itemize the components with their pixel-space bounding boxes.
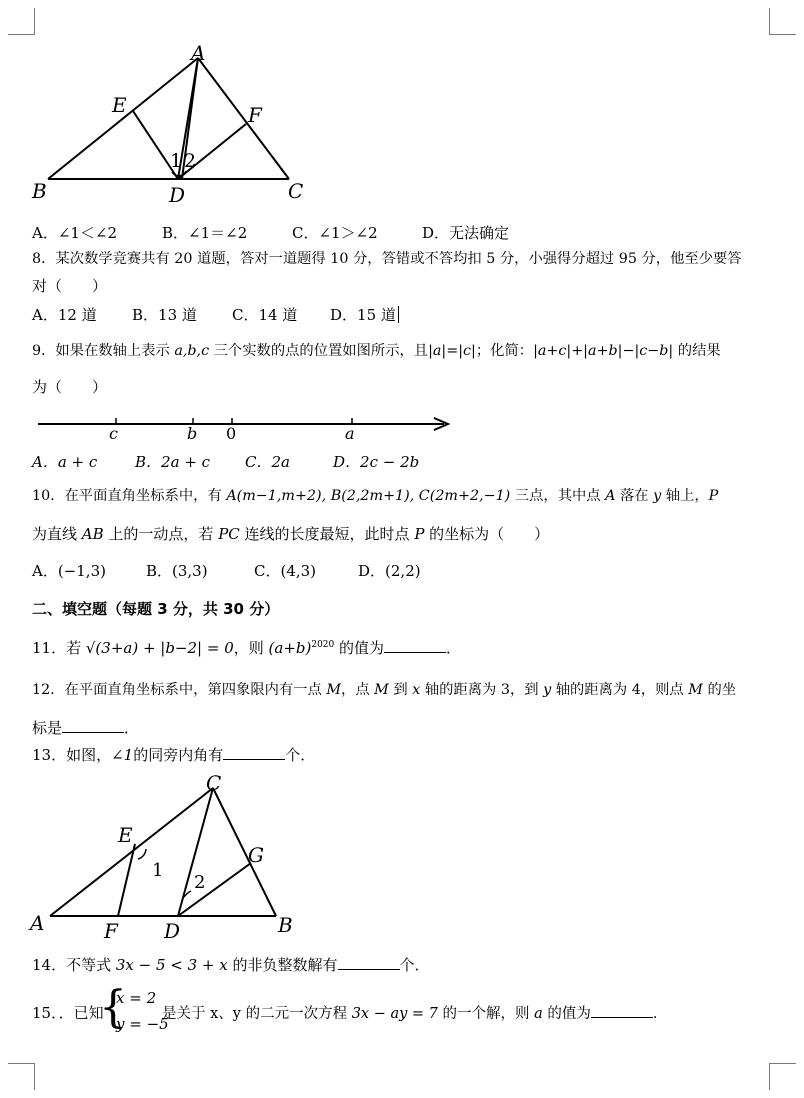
q14-answer-blank[interactable]	[338, 955, 400, 970]
q10-question-line1	[32, 486, 768, 506]
q10-text-h: 的坐标为（ ）	[424, 525, 550, 543]
q12-text-b: ，点	[341, 682, 375, 698]
text-cursor	[398, 306, 399, 323]
q10-text-e: 为直线	[32, 525, 82, 543]
q9-text-a: 9．如果在数轴上表示	[32, 343, 175, 359]
q10-text-a: 10．在平面直角坐标系中，有	[32, 488, 227, 504]
q14-question	[32, 955, 768, 975]
q15-var-a: a	[534, 1006, 543, 1022]
q11-text-a: 11．若	[32, 639, 86, 657]
q12-answer-blank[interactable]	[62, 718, 124, 733]
q8-option-b: B．13 道	[132, 306, 197, 324]
q9-expression: |a+c|+|a+b|−|c−b|	[533, 343, 674, 359]
q8-options	[32, 305, 399, 325]
q9-text-c: ；化简：	[475, 343, 534, 359]
axis-label-b: b	[187, 424, 198, 443]
q8-option-a: A．12 道	[32, 306, 97, 324]
q11-answer-blank[interactable]	[384, 638, 446, 653]
fig13-label-A: A	[30, 911, 45, 935]
q10-option-b: B．(3,3)	[146, 562, 208, 580]
axis-label-zero: 0	[226, 424, 237, 443]
q12-m3: M	[688, 682, 703, 698]
q13-answer-blank[interactable]	[223, 745, 285, 760]
q10-question-line2	[32, 524, 768, 544]
fig13-label-G: G	[248, 843, 264, 867]
q9-option-d: D．2c − 2b	[333, 453, 420, 471]
q10-ab: AB	[81, 525, 104, 543]
q12-text-c: 到	[388, 682, 413, 698]
q15-eq1: x = 2	[116, 989, 157, 1007]
q9-option-a: A．a + c	[32, 453, 98, 471]
q9-option-b: B．2a + c	[135, 453, 211, 471]
fig7-angle-1: 1	[170, 150, 183, 172]
fig7-label-E: E	[112, 93, 127, 117]
q9-condition: |a|=|c|	[428, 343, 476, 359]
q10-text-b: 三点，其中点	[510, 488, 606, 504]
corner-mark-top-left	[8, 8, 35, 35]
q10-y: y	[653, 488, 662, 504]
fig7-label-D: D	[169, 183, 186, 207]
q11-text-b: ，则	[233, 639, 269, 657]
corner-mark-top-right	[769, 8, 796, 35]
q9-text-b: 三个实数的点的位置如图所示，且	[209, 343, 429, 359]
q9-vars: a,b,c	[174, 343, 210, 359]
fig7-angle-2: 2	[184, 150, 197, 172]
q10-point-p: P	[708, 488, 719, 504]
q12-text-e: 轴的距离为 4，则点	[551, 682, 689, 698]
q15-equation: 3x − ay = 7	[351, 1006, 438, 1022]
q9-number-line	[30, 408, 460, 444]
q9-options	[32, 452, 419, 472]
fig13-label-D: D	[164, 919, 181, 942]
q14-text-a: 14．不等式	[32, 956, 116, 974]
q12-text-g: 标是	[32, 719, 63, 737]
q10-text-f: 上的一动点，若	[103, 525, 219, 543]
q7-option-c: C．∠1＞∠2	[292, 224, 378, 242]
q8-option-d: D．15 道	[330, 306, 396, 324]
q13-angle: ∠1	[111, 746, 134, 764]
q13-text-b: 的同旁内角有	[133, 746, 224, 764]
q10-text-g: 连线的长度最短，此时点	[239, 525, 415, 543]
q9-option-c: C．2a	[245, 453, 290, 471]
q11-text-d: ．	[446, 639, 462, 657]
q8-question-line2: 对（ ）	[32, 277, 108, 295]
q15-text-e: ．	[652, 1006, 668, 1022]
corner-mark-bottom-right	[769, 1063, 796, 1090]
q11-expression2: (a+b)	[268, 639, 312, 657]
q10-text-c: 落在	[615, 488, 654, 504]
fig7-label-B: B	[32, 179, 47, 203]
q10-text-d: 轴上，	[661, 488, 709, 504]
q10-option-a: A．(−1,3)	[32, 562, 106, 580]
q7-options	[32, 223, 509, 243]
fig13-label-C: C	[206, 771, 222, 795]
q15-prefix: 15．．已知	[32, 1004, 104, 1022]
q15-text-b: 是关于 x、y 的二元一次方程	[162, 1006, 352, 1022]
q12-text-d: 轴的距离为 3，到	[420, 682, 544, 698]
q7-option-b: B．∠1＝∠2	[162, 224, 248, 242]
q8-question-line1: 8．某次数学竞赛共有 20 道题，答对一道题得 10 分，答错或不答均扣 5 分，小强得分超过 95 分，他至少要答	[32, 251, 742, 267]
fig13-label-E: E	[118, 823, 133, 847]
q7-triangle-figure	[28, 40, 328, 210]
q13-text-a: 13．如图，	[32, 746, 112, 764]
axis-label-c: c	[109, 424, 118, 443]
q12-text-f: 的坐	[702, 682, 737, 698]
q13-question	[32, 745, 768, 765]
fig7-label-A: A	[191, 41, 206, 65]
q11-question	[32, 635, 768, 658]
q12-y: y	[543, 682, 552, 698]
q15-text-c: 的一个解，则	[437, 1006, 535, 1022]
q11-expression: √(3+a) + |b−2| = 0	[85, 639, 234, 657]
q10-pc: PC	[218, 525, 240, 543]
q7-option-d: D．无法确定	[422, 224, 510, 242]
q12-question-line1	[32, 680, 768, 700]
section-heading: 二、填空题（每题 3 分，共 30 分）	[32, 600, 280, 618]
q10-options	[32, 561, 421, 581]
q15-eq2: y = −5	[116, 1015, 169, 1033]
fig13-angle-1: 1	[152, 860, 164, 881]
q15-question	[162, 1002, 667, 1023]
q12-m: M	[326, 682, 342, 698]
q10-points: A(m−1,m+2), B(2,2m+1), C(2m+2,−1)	[226, 488, 511, 504]
q15-answer-blank[interactable]	[591, 1003, 653, 1018]
fig7-label-C: C	[288, 179, 304, 203]
q10-option-d: D．(2,2)	[358, 562, 421, 580]
q15-text-d: 的值为	[542, 1006, 591, 1022]
corner-mark-bottom-left	[8, 1063, 35, 1090]
axis-label-a: a	[345, 424, 355, 443]
q10-point-p2: P	[414, 525, 425, 543]
fig13-angle-2: 2	[194, 872, 206, 893]
fig13-label-F: F	[104, 919, 118, 942]
q13-text-c: 个．	[285, 746, 316, 764]
q12-x: x	[412, 682, 421, 698]
q12-m2: M	[374, 682, 389, 698]
q14-text-b: 的非负整数解有	[227, 956, 338, 974]
fig7-label-F: F	[248, 103, 262, 127]
q10-point-a: A	[605, 488, 616, 504]
q11-exponent: 2020	[311, 640, 335, 650]
q11-text-c: 的值为	[334, 639, 385, 657]
q9-text-d: 的结果	[673, 343, 721, 359]
fig13-label-B: B	[278, 913, 293, 937]
q14-inequality: 3x − 5 < 3 + x	[115, 956, 228, 974]
q7-option-a: A．∠1＜∠2	[32, 224, 118, 242]
q9-question-line2: 为（ ）	[32, 378, 108, 396]
q14-text-c: 个．	[399, 956, 430, 974]
q13-triangle-figure	[26, 770, 316, 942]
q10-option-c: C．(4,3)	[254, 562, 317, 580]
q15-brace: {	[99, 982, 127, 1033]
q9-question-line1	[32, 341, 768, 361]
q8-option-c: C．14 道	[232, 306, 298, 324]
q12-text-a: 12．在平面直角坐标系中，第四象限内有一点	[32, 682, 327, 698]
q12-question-line2	[32, 718, 768, 738]
q12-text-h: ．	[124, 719, 140, 737]
